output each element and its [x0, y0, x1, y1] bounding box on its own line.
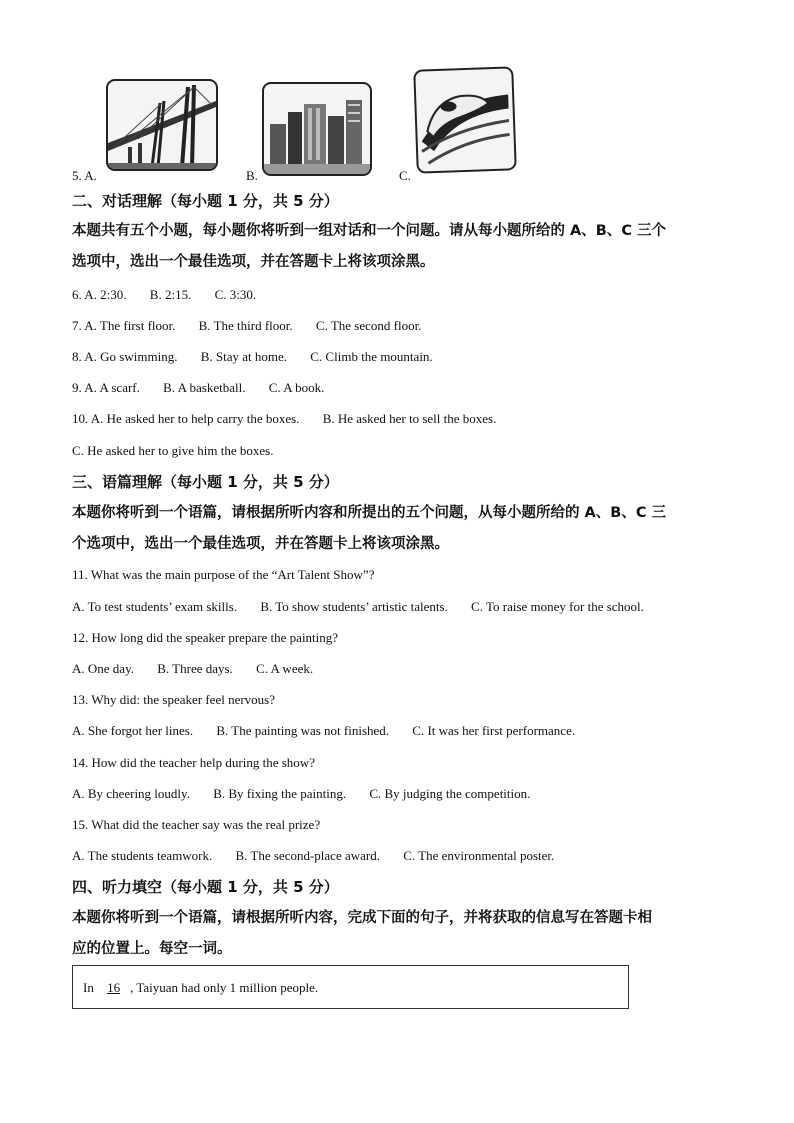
q15-option-c: C. The environmental poster. — [403, 848, 555, 863]
q10-option-c: C. He asked her to give him the boxes. — [72, 443, 274, 458]
q14-option-a: A. By cheering loudly. — [72, 786, 190, 801]
question-5-label-b: B. — [246, 168, 258, 183]
q7-option-c: C. The second floor. — [315, 318, 422, 333]
section-2-heading: 二、对话理解（每小题 1 分，共 5 分） — [72, 192, 339, 210]
q6-option-c: C. 3:30. — [214, 287, 257, 302]
question-15-options — [72, 848, 574, 864]
question-9 — [72, 380, 344, 396]
q15-option-b: B. The second-place award. — [235, 848, 380, 863]
q10-option-b: B. He asked her to sell the boxes. — [322, 411, 497, 426]
question-5-label-a: 5. A. — [72, 168, 97, 183]
question-5-label-c: C. — [399, 168, 411, 183]
q9-option-c: C. A book. — [268, 380, 325, 395]
question-12-text: 12. How long did the speaker prepare the painting? — [72, 630, 339, 645]
section-4-instr-line-2: 应的位置上。每空一词。 — [72, 941, 232, 957]
city-buildings-picture — [262, 82, 372, 176]
section-4-instr-line-1: 本题你将听到一个语篇，请根据所听内容，完成下面的句子，并将获取的信息写在答题卡相 — [72, 910, 652, 926]
q7-option-a: 7. A. The first floor. — [72, 318, 176, 333]
q10-option-a: 10. A. He asked her to help carry the boxes. — [72, 411, 300, 426]
fill-in-box — [72, 965, 629, 1009]
q13-option-b: B. The painting was not finished. — [216, 723, 390, 738]
section-4-instructions — [72, 903, 732, 965]
q12-option-c: C. A week. — [256, 661, 314, 676]
question-15-text: 15. What did the teacher say was the real prize? — [72, 817, 321, 832]
q6-option-a: 6. A. 2:30. — [72, 287, 127, 302]
question-12-options — [72, 661, 333, 677]
section-2-instructions — [72, 216, 732, 278]
fill-in-sentence — [83, 980, 318, 996]
q11-option-b: B. To show students’ artistic talents. — [260, 599, 448, 614]
q8-option-a: 8. A. Go swimming. — [72, 349, 178, 364]
question-7 — [72, 318, 441, 334]
q12-option-b: B. Three days. — [157, 661, 233, 676]
q11-option-c: C. To raise money for the school. — [471, 599, 644, 614]
q8-option-c: C. Climb the mountain. — [310, 349, 433, 364]
q7-option-b: B. The third floor. — [198, 318, 293, 333]
q6-option-b: B. 2:15. — [149, 287, 192, 302]
bridge-picture — [106, 79, 218, 171]
question-11-text: 11. What was the main purpose of the “Art Talent Show”? — [72, 567, 375, 582]
q13-option-c: C. It was her first performance. — [412, 723, 576, 738]
answer-blank-16[interactable]: 16 — [107, 980, 121, 995]
question-11-options — [72, 599, 664, 615]
q15-option-a: A. The students teamwork. — [72, 848, 213, 863]
question-13-text: 13. Why did: the speaker feel nervous? — [72, 692, 275, 707]
section-2-instr-line-1: 本题共有五个小题，每小题你将听到一组对话和一个问题。请从每小题所给的 A、B、C 三个 — [72, 223, 667, 239]
fill-in-before: In — [83, 980, 94, 995]
q9-option-b: B. A basketball. — [163, 380, 246, 395]
q13-option-a: A. She forgot her lines. — [72, 723, 194, 738]
q11-option-a: A. To test students’ exam skills. — [72, 599, 238, 614]
section-3-instr-line-1: 本题你将听到一个语篇，请根据所听内容和所提出的五个问题，从每小题所给的 A、B、C 三 — [72, 505, 667, 521]
section-2-instr-line-2: 选项中，选出一个最佳选项，并在答题卡上将该项涂黑。 — [72, 254, 435, 270]
section-4-heading: 四、听力填空（每小题 1 分，共 5 分） — [72, 878, 339, 896]
q14-option-c: C. By judging the competition. — [369, 786, 531, 801]
question-10 — [72, 411, 516, 427]
section-3-instr-line-2: 个选项中，选出一个最佳选项，并在答题卡上将该项涂黑。 — [72, 536, 449, 552]
q12-option-a: A. One day. — [72, 661, 134, 676]
q9-option-a: 9. A. A scarf. — [72, 380, 140, 395]
q8-option-b: B. Stay at home. — [200, 349, 288, 364]
high-speed-train-picture — [413, 66, 517, 173]
question-14-text: 14. How did the teacher help during the show? — [72, 755, 315, 770]
fill-in-after: , Taiyuan had only 1 million people. — [130, 980, 319, 995]
question-14-options — [72, 786, 550, 802]
question-6 — [72, 287, 276, 303]
q14-option-b: B. By fixing the painting. — [213, 786, 347, 801]
section-3-instructions — [72, 498, 732, 560]
section-3-heading: 三、语篇理解（每小题 1 分，共 5 分） — [72, 473, 339, 491]
question-13-options — [72, 723, 595, 739]
question-8 — [72, 349, 453, 365]
